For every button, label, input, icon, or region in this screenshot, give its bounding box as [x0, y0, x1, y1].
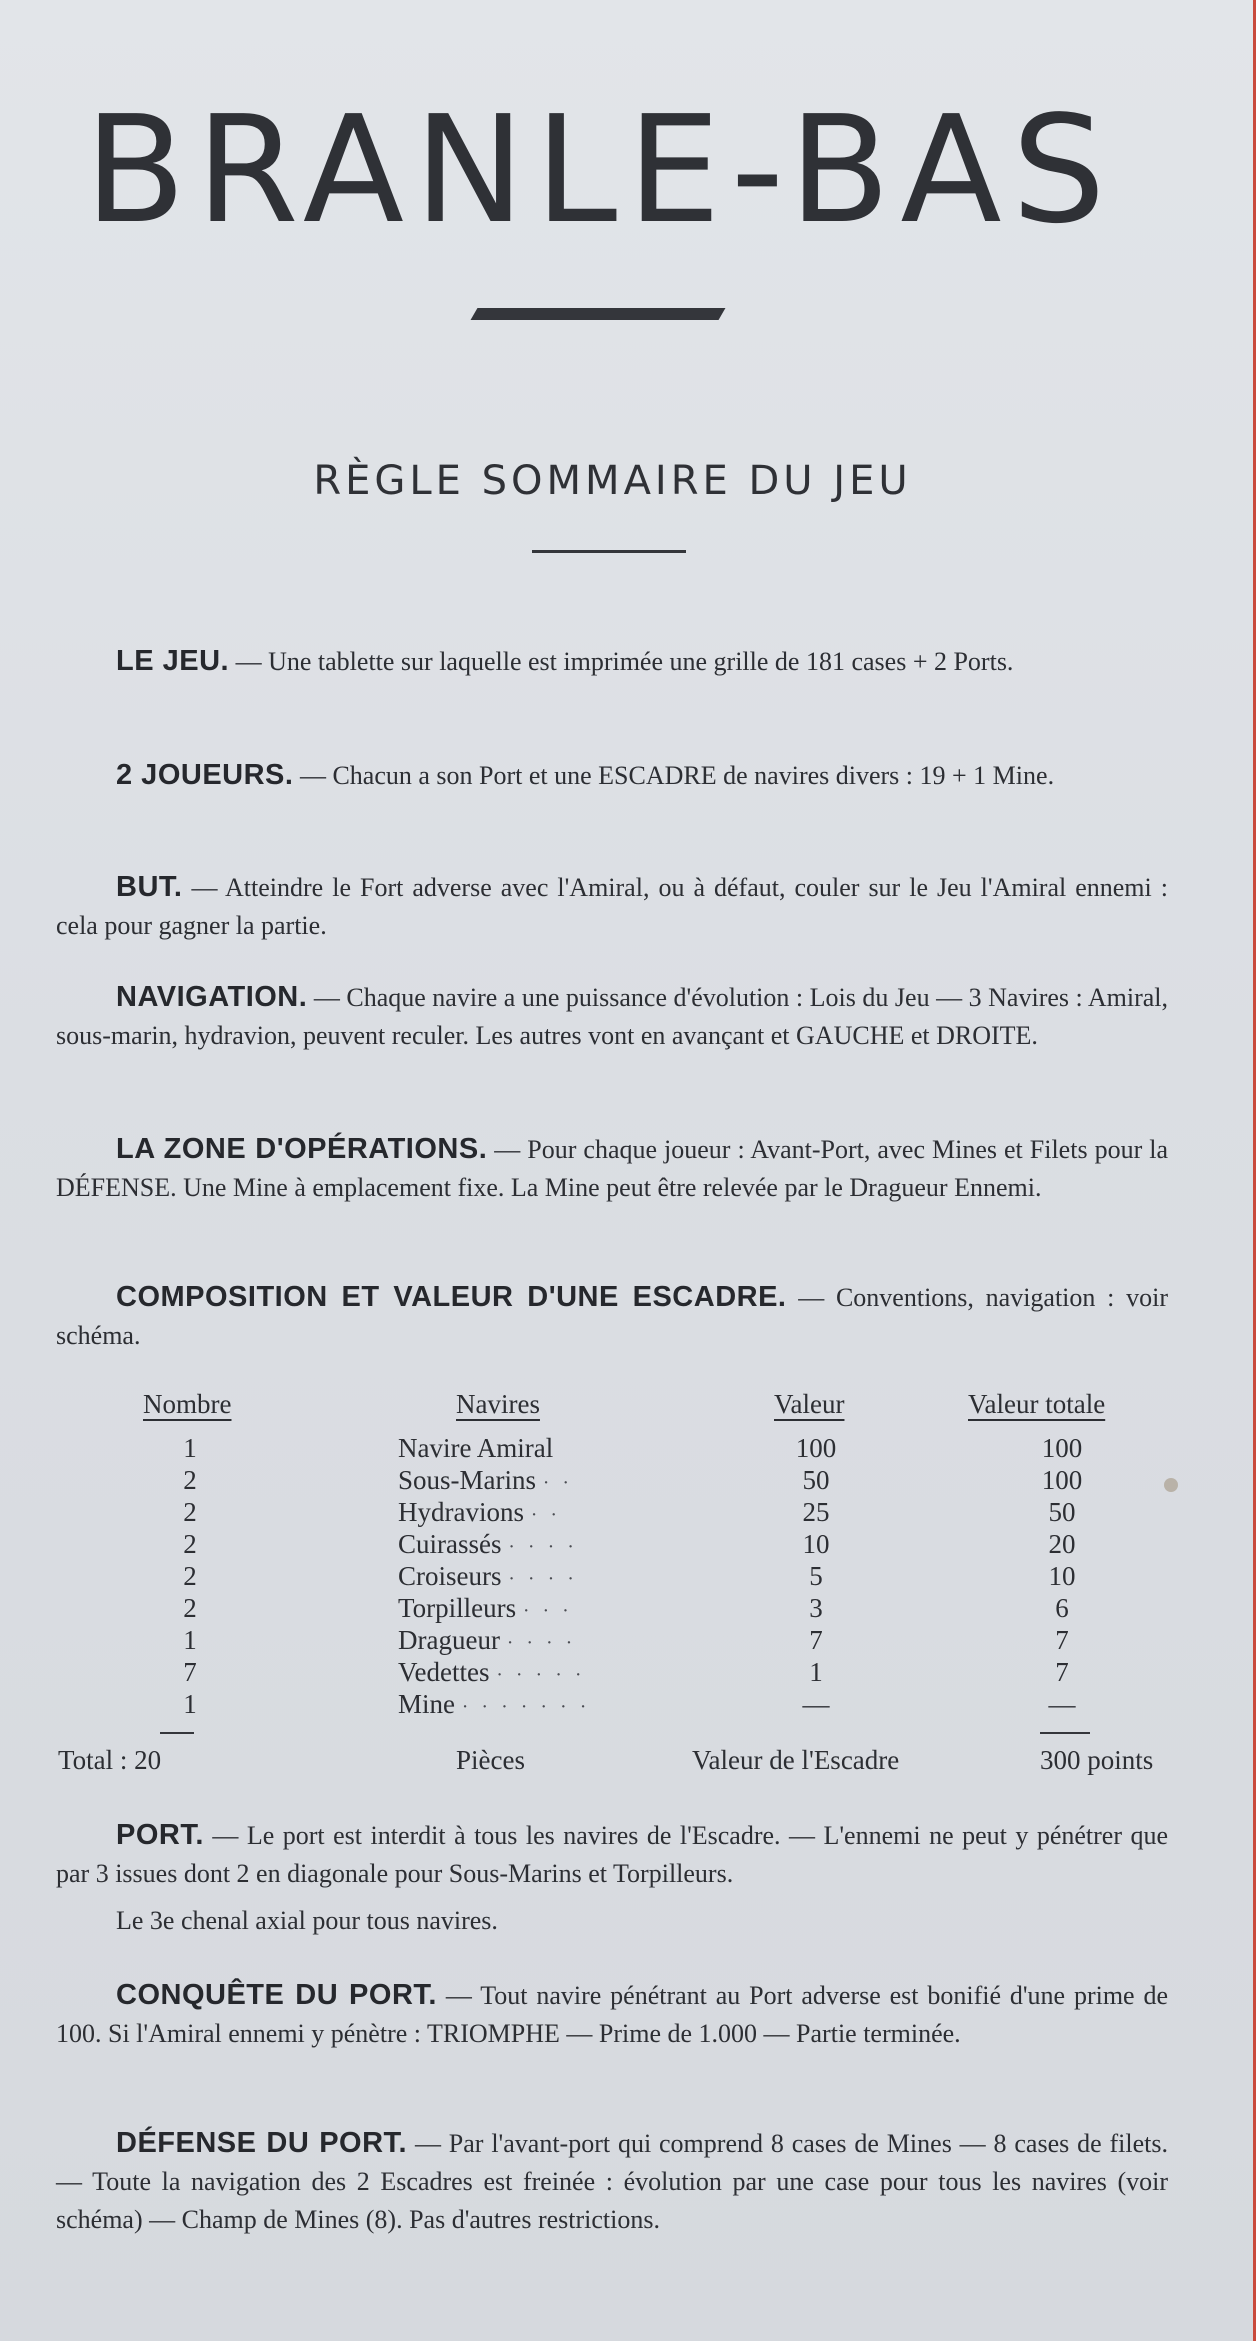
title-underline: [471, 308, 726, 320]
total-points-rule: [1040, 1732, 1090, 1734]
section-text: — Par l'avant-port qui comprend 8 cases de Mines — 8 cases de filets. — Toute la navigation des 2 Escadres est freinée : évolution par une case pour tous les navires (voir schéma) — Champ de Mines (8). Pas d'autres restrictions.: [56, 2129, 1168, 2234]
navire-name: Vedettes: [398, 1657, 490, 1687]
row-navire: [398, 1432, 553, 1467]
section-heading: LE JEU.: [116, 645, 230, 677]
row-navire: [398, 1528, 578, 1563]
section-heading: CONQUÊTE DU PORT.: [116, 1979, 437, 2011]
row-valeur: 5: [809, 1561, 823, 1591]
section-chenal: [56, 1902, 1168, 1940]
row-total: —: [1048, 1689, 1076, 1719]
page-subtitle: RÈGLE SOMMAIRE DU JEU: [313, 458, 912, 504]
section-joueurs: [56, 756, 1168, 795]
section-text: — Chaque navire a une puissance d'évolution : Lois du Jeu — 3 Navires : Amiral, sous-marin, hydravion, peuvent reculer. Les autres vont en avançant et GAUCHE et DROITE.: [56, 983, 1168, 1050]
navire-name: Mine: [398, 1689, 455, 1719]
section-composition: [56, 1278, 1168, 1355]
header-navires: Navires: [456, 1389, 540, 1419]
navire-name: Cuirassés: [398, 1529, 502, 1559]
section-text: — Une tablette sur laquelle est imprimée une grille de 181 cases + 2 Ports.: [229, 647, 1014, 676]
row-total: 100: [1041, 1465, 1083, 1495]
page-title: BRANLE-BAS: [84, 84, 1116, 256]
total-label-text: Total :: [58, 1745, 128, 1775]
leader-dots: · ·: [542, 1472, 574, 1494]
row-navire: [398, 1592, 573, 1627]
row-nombre: 2: [183, 1465, 197, 1495]
section-conquete-port: [56, 1976, 1168, 2053]
section-text: — Conventions, navigation : voir schéma.: [56, 1283, 1168, 1350]
row-total: 7: [1055, 1657, 1069, 1687]
row-total: 50: [1048, 1497, 1076, 1527]
section-navigation: [56, 978, 1168, 1055]
section-zone-operations: [56, 1130, 1168, 1207]
leader-dots: · · · · · · ·: [461, 1696, 591, 1718]
section-heading: NAVIGATION.: [116, 981, 308, 1013]
total-count: 20: [134, 1745, 162, 1775]
paper-stain: [1164, 1478, 1178, 1492]
row-valeur: 25: [802, 1497, 830, 1527]
total-label: [58, 1744, 161, 1776]
section-text: — Le port est interdit à tous les navires de l'Escadre. — L'ennemi ne peut y pénétrer que par 3 issues dont 2 en diagonale pour Sous-Marins et Torpilleurs.: [56, 1821, 1168, 1888]
row-valeur: 3: [809, 1593, 823, 1623]
leader-dots: · · ·: [522, 1600, 573, 1622]
leader-dots: · · · ·: [508, 1568, 578, 1590]
leader-dots: · · · · ·: [496, 1664, 586, 1686]
row-nombre: 2: [183, 1497, 197, 1527]
header-valeur: Valeur: [774, 1389, 845, 1419]
navire-name: Dragueur: [398, 1625, 500, 1655]
leader-dots: · · · ·: [506, 1632, 577, 1654]
total-pieces: Pièces: [456, 1745, 525, 1775]
row-navire: [398, 1656, 586, 1691]
row-nombre: 1: [183, 1689, 197, 1719]
row-valeur: 1: [809, 1657, 823, 1687]
total-points: 300 points: [1040, 1745, 1154, 1775]
row-nombre: 1: [183, 1625, 197, 1655]
row-total: 10: [1048, 1561, 1076, 1591]
navire-name: Sous-Marins: [398, 1465, 537, 1495]
row-navire: [398, 1560, 578, 1595]
row-navire: [398, 1464, 573, 1499]
row-valeur: 100: [795, 1433, 837, 1463]
section-text: — Atteindre le Fort adverse avec l'Amiral, ou à défaut, couler sur le Jeu l'Amiral ennemi : cela pour gagner la partie.: [56, 873, 1168, 940]
section-port: [56, 1816, 1168, 1893]
section-defense-port: [56, 2124, 1168, 2239]
row-total: 100: [1041, 1433, 1083, 1463]
row-nombre: 7: [183, 1657, 197, 1687]
leader-dots: · ·: [530, 1504, 562, 1526]
section-but: [56, 868, 1168, 945]
row-nombre: 2: [183, 1593, 197, 1623]
row-nombre: 2: [183, 1561, 197, 1591]
row-valeur: 10: [802, 1529, 830, 1559]
total-count-rule: [160, 1732, 194, 1734]
section-heading: BUT.: [116, 871, 183, 903]
section-text: — Tout navire pénétrant au Port adverse est bonifié d'une prime de 100. Si l'Amiral ennemi y pénètre : TRIOMPHE — Prime de 1.000 — Partie terminée.: [56, 1981, 1168, 2048]
row-navire: [398, 1624, 576, 1659]
section-le-jeu: [56, 642, 1168, 681]
row-valeur: —: [802, 1689, 830, 1719]
row-navire: [398, 1496, 561, 1531]
row-nombre: 2: [183, 1529, 197, 1559]
row-total: 7: [1055, 1625, 1069, 1655]
navire-name: Torpilleurs: [398, 1593, 517, 1623]
row-valeur: 7: [809, 1625, 823, 1655]
section-heading: COMPOSITION ET VALEUR D'UNE ESCADRE.: [116, 1281, 787, 1313]
subtitle-underline: [532, 550, 686, 553]
section-text: Le 3e chenal axial pour tous navires.: [116, 1906, 498, 1935]
row-nombre: 1: [183, 1433, 197, 1463]
leader-dots: · · · ·: [508, 1536, 578, 1558]
row-total: 20: [1048, 1529, 1076, 1559]
row-valeur: 50: [802, 1465, 830, 1495]
navire-name: Navire Amiral: [398, 1433, 554, 1463]
row-total: 6: [1055, 1593, 1069, 1623]
section-heading: DÉFENSE DU PORT.: [116, 2127, 408, 2159]
header-nombre: Nombre: [143, 1389, 232, 1419]
section-heading: 2 JOUEURS.: [116, 759, 294, 791]
section-heading: LA ZONE D'OPÉRATIONS.: [116, 1133, 488, 1165]
section-heading: PORT.: [116, 1819, 204, 1851]
navire-name: Croiseurs: [398, 1561, 502, 1591]
section-text: — Chacun a son Port et une ESCADRE de navires divers : 19 + 1 Mine.: [293, 761, 1055, 790]
header-valeur-totale: Valeur totale: [968, 1389, 1106, 1419]
section-text: — Pour chaque joueur : Avant-Port, avec Mines et Filets pour la DÉFENSE. Une Mine à emplacement fixe. La Mine peut être relevée par le Dragueur Ennemi.: [56, 1135, 1169, 1202]
row-navire: [398, 1688, 590, 1723]
total-valeur-label: Valeur de l'Escadre: [692, 1745, 900, 1775]
navire-name: Hydravions: [398, 1497, 524, 1527]
